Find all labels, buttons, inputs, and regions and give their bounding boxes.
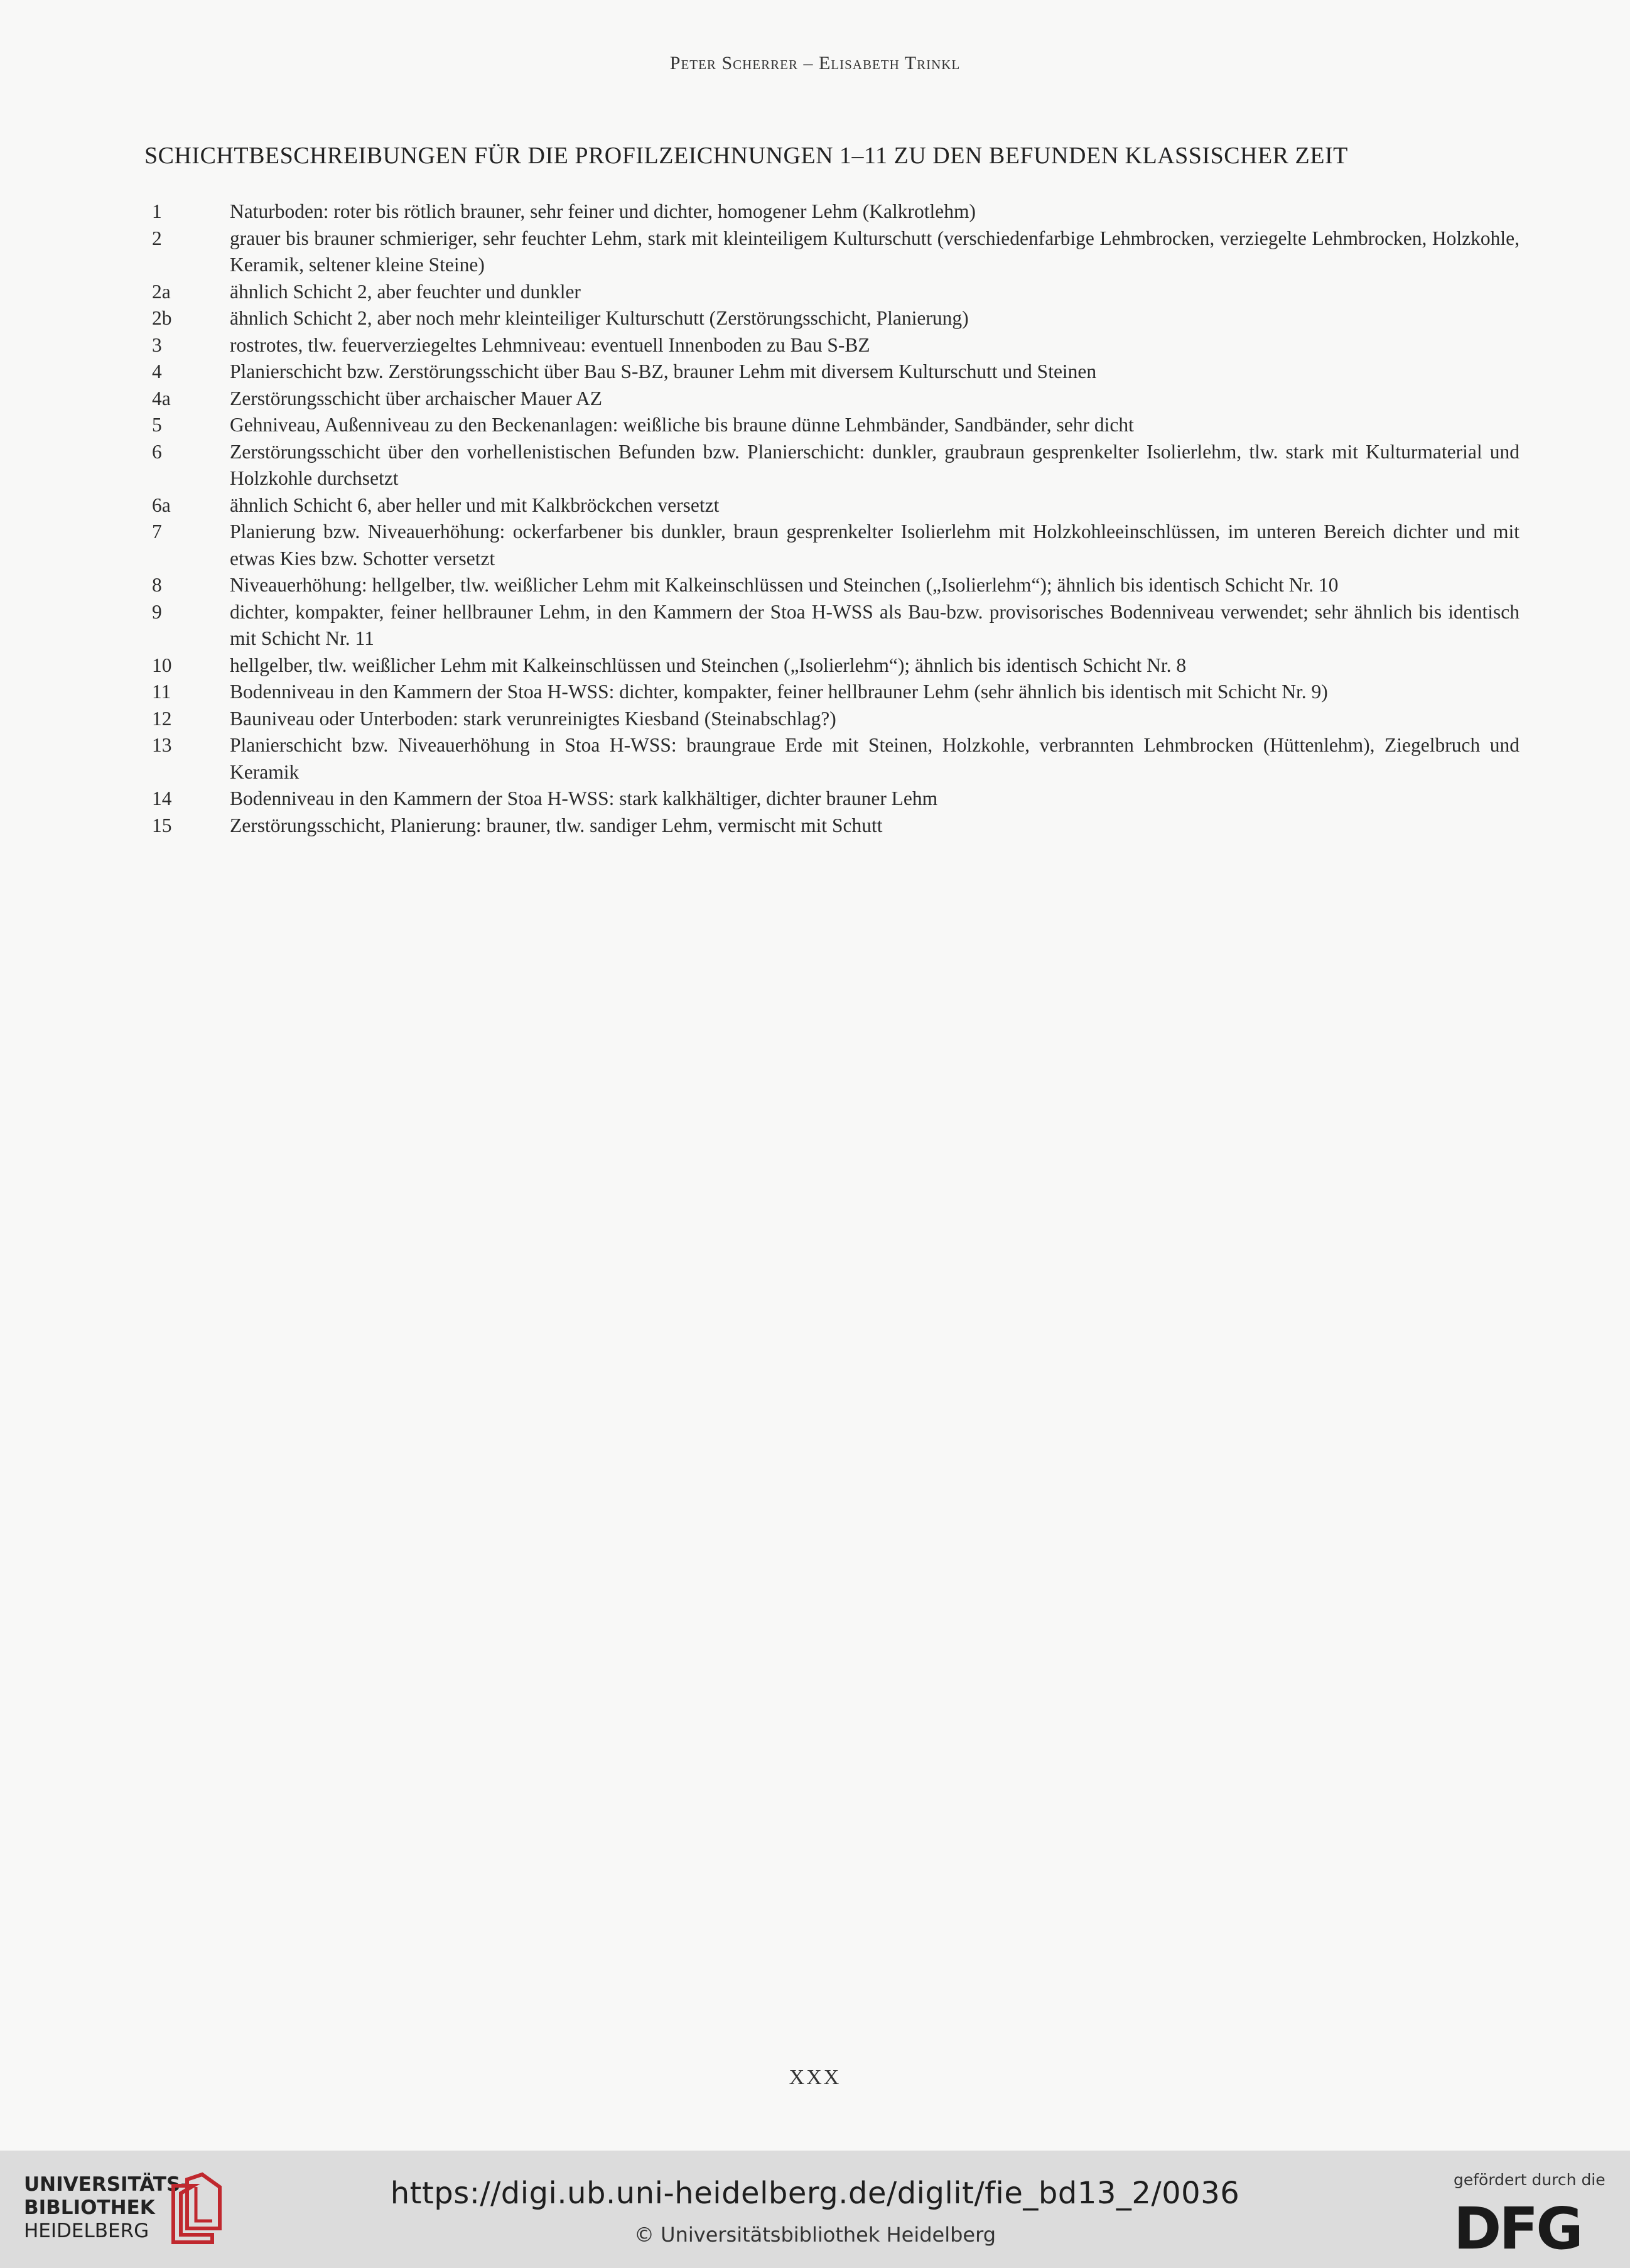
layer-number: 11 [152,681,171,703]
layer-row [144,786,1519,813]
layer-description: Zerstörungsschicht über archaischer Mauer AZ [230,387,603,409]
layer-row [144,813,1519,840]
layer-row [144,492,1519,519]
layer-description: Planierschicht bzw. Niveauerhöhung in Stoa H-WSS: braungraue Erde mit Steinen, Holzkohle, verbrannten Lehmbrocken (Hüttenlehm), Ziegelbruch und Keramik [230,734,1519,783]
layer-description: Niveauerhöhung: hellgelber, tlw. weißlicher Lehm mit Kalkeinschlüssen und Steinchen („Isolierlehm“); ähnlich bis identisch Schicht Nr. 10 [230,574,1339,596]
section-title: SCHICHTBESCHREIBUNGEN FÜR DIE PROFILZEICHNUNGEN 1–11 ZU DEN BEFUNDEN KLASSISCHER ZEIT [144,143,1348,169]
dfg-logo-text: DFG [1454,2200,1581,2254]
layer-number: 14 [152,787,172,809]
layer-number: 5 [152,414,162,436]
layer-row [144,359,1519,386]
layer-row [144,305,1519,332]
digitization-footer [0,2151,1630,2268]
layer-number: 2 [152,227,162,249]
layer-description: ähnlich Schicht 2, aber feuchter und dunkler [230,280,581,303]
layer-number: 8 [152,574,162,596]
layer-row [144,572,1519,599]
layer-row [144,386,1519,413]
layer-row [144,279,1519,306]
layer-row [144,412,1519,439]
layer-row [144,225,1519,279]
layer-description: Planierschicht bzw. Zerstörungsschicht über Bau S-BZ, brauner Lehm mit diversem Kulturschutt und Steinen [230,360,1097,382]
layer-description: Naturboden: roter bis rötlich brauner, sehr feiner und dichter, homogener Lehm (Kalkrotlehm) [230,200,976,222]
layer-row [144,519,1519,572]
layer-description: hellgelber, tlw. weißlicher Lehm mit Kalkeinschlüssen und Steinchen („Isolierlehm“); ähnlich bis identisch Schicht Nr. 8 [230,654,1187,676]
page-number: XXX [789,2066,841,2089]
layer-description: Zerstörungsschicht, Planierung: brauner, tlw. sandiger Lehm, vermischt mit Schutt [230,814,883,836]
running-head: Peter Scherrer – Elisabeth Trinkl [669,53,961,73]
layer-row [144,706,1519,733]
layer-number: 15 [152,814,172,836]
layer-number: 6 [152,440,162,463]
layer-description: Bauniveau oder Unterboden: stark verunreinigtes Kiesband (Steinabschlag?) [230,707,836,730]
layer-row [144,332,1519,359]
layer-description: Gehniveau, Außenniveau zu den Beckenanlagen: weißliche bis braune dünne Lehmbänder, Sandbänder, sehr dicht [230,414,1134,436]
layer-number: 10 [152,654,172,676]
layer-description: grauer bis brauner schmieriger, sehr feuchter Lehm, stark mit kleinteiligem Kulturschutt (verschiedenfarbige Lehmbrocken, verziegelte Lehmbrocken, Holzkohle, Keramik, seltener kleine Steine) [230,227,1519,276]
layer-number: 13 [152,734,172,756]
layer-description: ähnlich Schicht 6, aber heller und mit Kalkbröckchen versetzt [230,494,720,516]
layer-description-list [144,198,1519,839]
layer-number: 1 [152,200,162,222]
layer-row [144,198,1519,225]
layer-number: 4a [152,387,171,409]
layer-description: dichter, kompakter, feiner hellbrauner Lehm, in den Kammern der Stoa H-WSS als Bau-bzw. provisorisches Bodenniveau verwendet; sehr ähnlich bis identisch mit Schicht Nr. 11 [230,600,1519,649]
layer-description: Planierung bzw. Niveauerhöhung: ockerfarbener bis dunkler, braun gesprenkelter Isolierlehm mit Holzkohleeinschlüssen, im unteren Bereich dichter und mit etwas Kies bzw. Schotter versetzt [230,521,1519,570]
library-name-line1: UNIVERSITÄTS- [24,2173,189,2196]
layer-number: 2a [152,280,171,303]
layer-description: Zerstörungsschicht über den vorhellenistischen Befunden bzw. Planierschicht: dunkler, graubraun gesprenkelter Isolierlehm, tlw. stark mit Kulturmaterial und Holzkohle durchsetzt [230,440,1519,489]
layer-description: rostrotes, tlw. feuerverziegeltes Lehmniveau: eventuell Innenboden zu Bau S-BZ [230,333,870,356]
layer-row [144,599,1519,652]
copyright-notice: © Universitätsbibliothek Heidelberg [634,2223,996,2247]
layer-number: 6a [152,494,171,516]
layer-number: 4 [152,360,162,382]
layer-number: 9 [152,600,162,623]
layer-number: 3 [152,333,162,356]
library-name-line2: BIBLIOTHEK [24,2196,155,2219]
layer-description: Bodenniveau in den Kammern der Stoa H-WSS: dichter, kompakter, feiner hellbrauner Lehm (sehr ähnlich bis identisch mit Schicht Nr. 9) [230,681,1328,703]
layer-number: 12 [152,707,172,730]
library-name-line3: HEIDELBERG [24,2220,149,2242]
funding-label: gefördert durch die [1454,2171,1606,2189]
layer-number: 7 [152,521,162,543]
layer-number: 2b [152,307,172,329]
layer-row [144,652,1519,679]
permalink-url[interactable]: https://digi.ub.uni-heidelberg.de/diglit/fie_bd13_2/0036 [390,2176,1240,2211]
layer-row [144,732,1519,786]
layer-row [144,679,1519,706]
layer-description: Bodenniveau in den Kammern der Stoa H-WSS: stark kalkhältiger, dichter brauner Lehm [230,787,938,809]
layer-description: ähnlich Schicht 2, aber noch mehr kleinteiliger Kulturschutt (Zerstörungsschicht, Planierung) [230,307,969,329]
layer-row [144,439,1519,492]
dfg-logo-icon [1454,2200,1604,2254]
